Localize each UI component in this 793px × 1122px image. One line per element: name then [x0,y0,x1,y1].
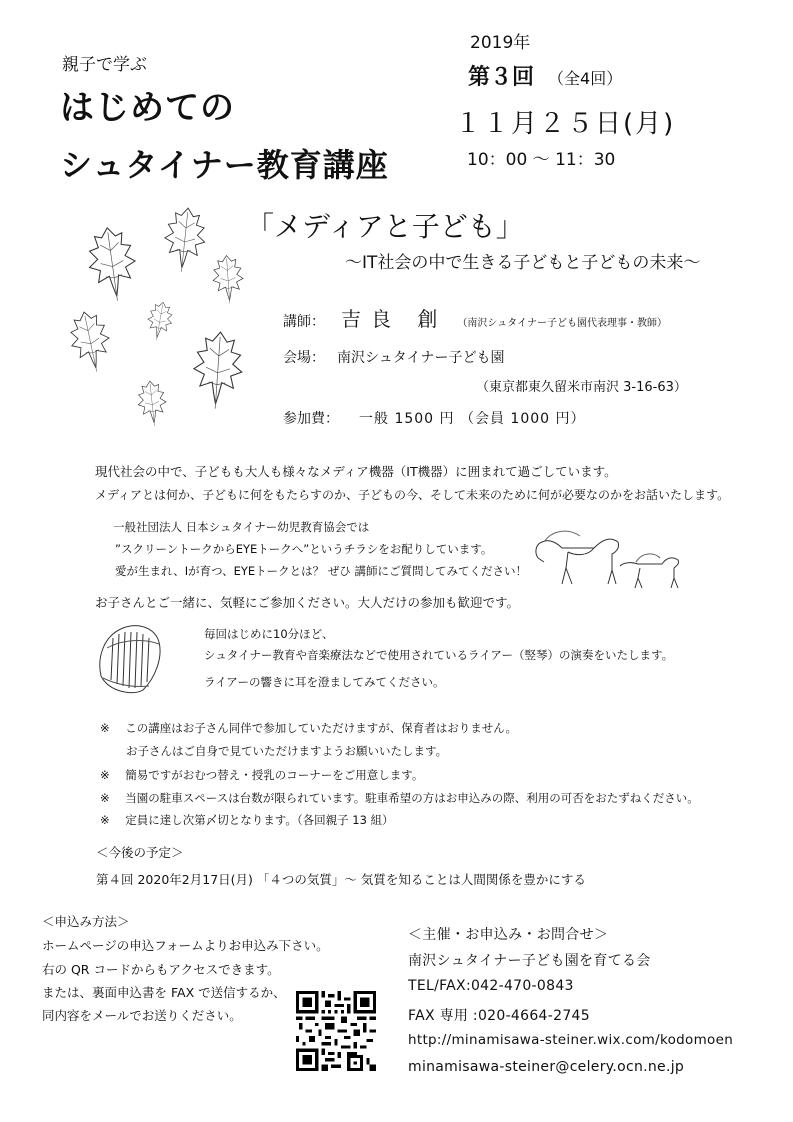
lecturer-role: （南沢シュタイナー子ども園代表理事・教師） [457,318,667,329]
leaf-4 [145,300,175,342]
lyre-illustration [93,618,173,698]
note-1 [100,720,517,736]
contact-tel: TEL/FAX:042-470-0843 [408,978,574,994]
lecture-title: 「メディアと子ども」 [246,210,524,243]
fee-amount: 一般 1500 円 （会員 1000 円） [359,411,586,427]
note-2 [100,767,423,783]
session-number: 第３回 [468,65,535,90]
schedule-item: 第４回 2020年2月17日(月) 「４つの気質」～ 気質を知ることは人間関係を豊かにする [96,872,586,887]
invite-text: お子さんとご一緒に、気軽にご参加ください。大人だけの参加も歓迎です。 [95,595,520,610]
contact-org: 南沢シュタイナー子ども園を育てる会 [408,953,651,969]
application-line-3: または、裏面申込書を FAX で送信するか、 [42,985,286,1000]
note-4-mark: ※ [100,813,110,827]
venue-address: （東京都東久留米市南沢 3-16-63） [476,380,687,395]
contact-email-link[interactable]: minamisawa-steiner@celery.ocn.ne.jp [408,1059,685,1075]
contact-url-link[interactable]: http://minamisawa-steiner.wix.com/kodomoen [408,1032,734,1048]
contact-fax: FAX 専用 :020-4664-2745 [408,1008,590,1024]
application-heading: ＜申込み方法＞ [42,914,130,929]
note-3-mark: ※ [100,791,110,805]
lecturer-label: 講師： [283,314,325,330]
fee-row [283,408,586,428]
session-count: （全4回） [548,69,623,88]
leaf-7 [136,380,169,427]
session [468,60,622,91]
leaf-6 [191,330,244,410]
note-3 [100,790,699,806]
lyre-line-1: 毎回はじめに10分ほど、 [204,627,334,641]
note-4-text: 定員に達し次第〆切となります。（各回親子 13 組） [125,813,394,827]
lecture-subtitle: ～IT社会の中で生きる子どもと子どもの未来～ [345,253,701,273]
note-1-line-2: お子さんはご自身で見ていただけますようお願いいたします。 [126,744,448,758]
leaf-3 [211,255,244,305]
note-1-line-1: この講座はお子さん同伴で参加していただけますが、保育者はおりません。 [125,721,517,735]
note-2-text: 簡易ですがおむつ替え・授乳のコーナーをご用意します。 [125,768,424,782]
leaf-5 [65,308,115,375]
venue-name: 南沢シュタイナー子ども園 [337,350,505,366]
leaf-1 [84,225,140,304]
note-4 [100,812,394,828]
application-line-4: 同内容をメールでお送りください。 [42,1008,242,1023]
horses-illustration [528,522,688,592]
lecturer-row [283,303,667,332]
lyre-line-2: シュタイナー教育や音楽療法などで使用されているライアー（竪琴）の演奏をいたします。 [204,648,674,662]
assoc-line-1: 一般社団法人 日本シュタイナー幼児教育協会では [113,520,370,534]
lyre-line-3: ライアーの響きに耳を澄ましてみてください。 [204,675,445,689]
venue-row [283,347,504,367]
title-line-1: はじめての [60,88,235,128]
venue-label: 会場： [283,350,325,366]
leaf-2 [162,206,208,274]
application-line-2: 右の QR コードからもアクセスできます。 [42,962,280,977]
intro-line-1: 現代社会の中で、子どもも大人も様々なメディア機器（IT機器）に囲まれて過ごしています。 [95,464,617,479]
note-2-mark: ※ [100,768,110,782]
year: 2019年 [470,33,531,53]
header-subtitle: 親子で学ぶ [62,55,147,75]
note-1-mark: ※ [100,721,110,735]
event-date: １１月２５日(月) [455,109,676,139]
contact-heading: ＜主催・お申込み・お問合せ＞ [408,927,609,943]
assoc-line-2: ”スクリーントークからEYEトークへ”というチラシをお配りしています。 [115,542,493,556]
qr-code[interactable] [296,991,376,1071]
title-line-2: シュタイナー教育講座 [60,146,389,184]
assoc-line-3: 愛が生まれ、Iが育つ、EYEトークとは？ ぜひ 講師にご質問してみてください！ [115,564,527,578]
event-time: 10：00 ～ 11：30 [467,150,616,170]
fee-label: 参加費： [283,411,339,427]
intro-line-2: メディアとは何か、子どもに何をもたらすのか、子どもの今、そして未来のために何が必要なのかをお話いたします。 [95,488,730,502]
application-line-1: ホームページの申込フォームよりお申込み下さい。 [42,938,329,953]
leaves-illustration [60,200,260,440]
lecturer-name: 吉良 創 [341,307,448,331]
note-3-text: 当園の駐車スペースは台数が限られています。駐車希望の方はお申込みの際、利用の可否をおたずねください。 [125,791,699,805]
schedule-heading: ＜今後の予定＞ [96,845,184,860]
